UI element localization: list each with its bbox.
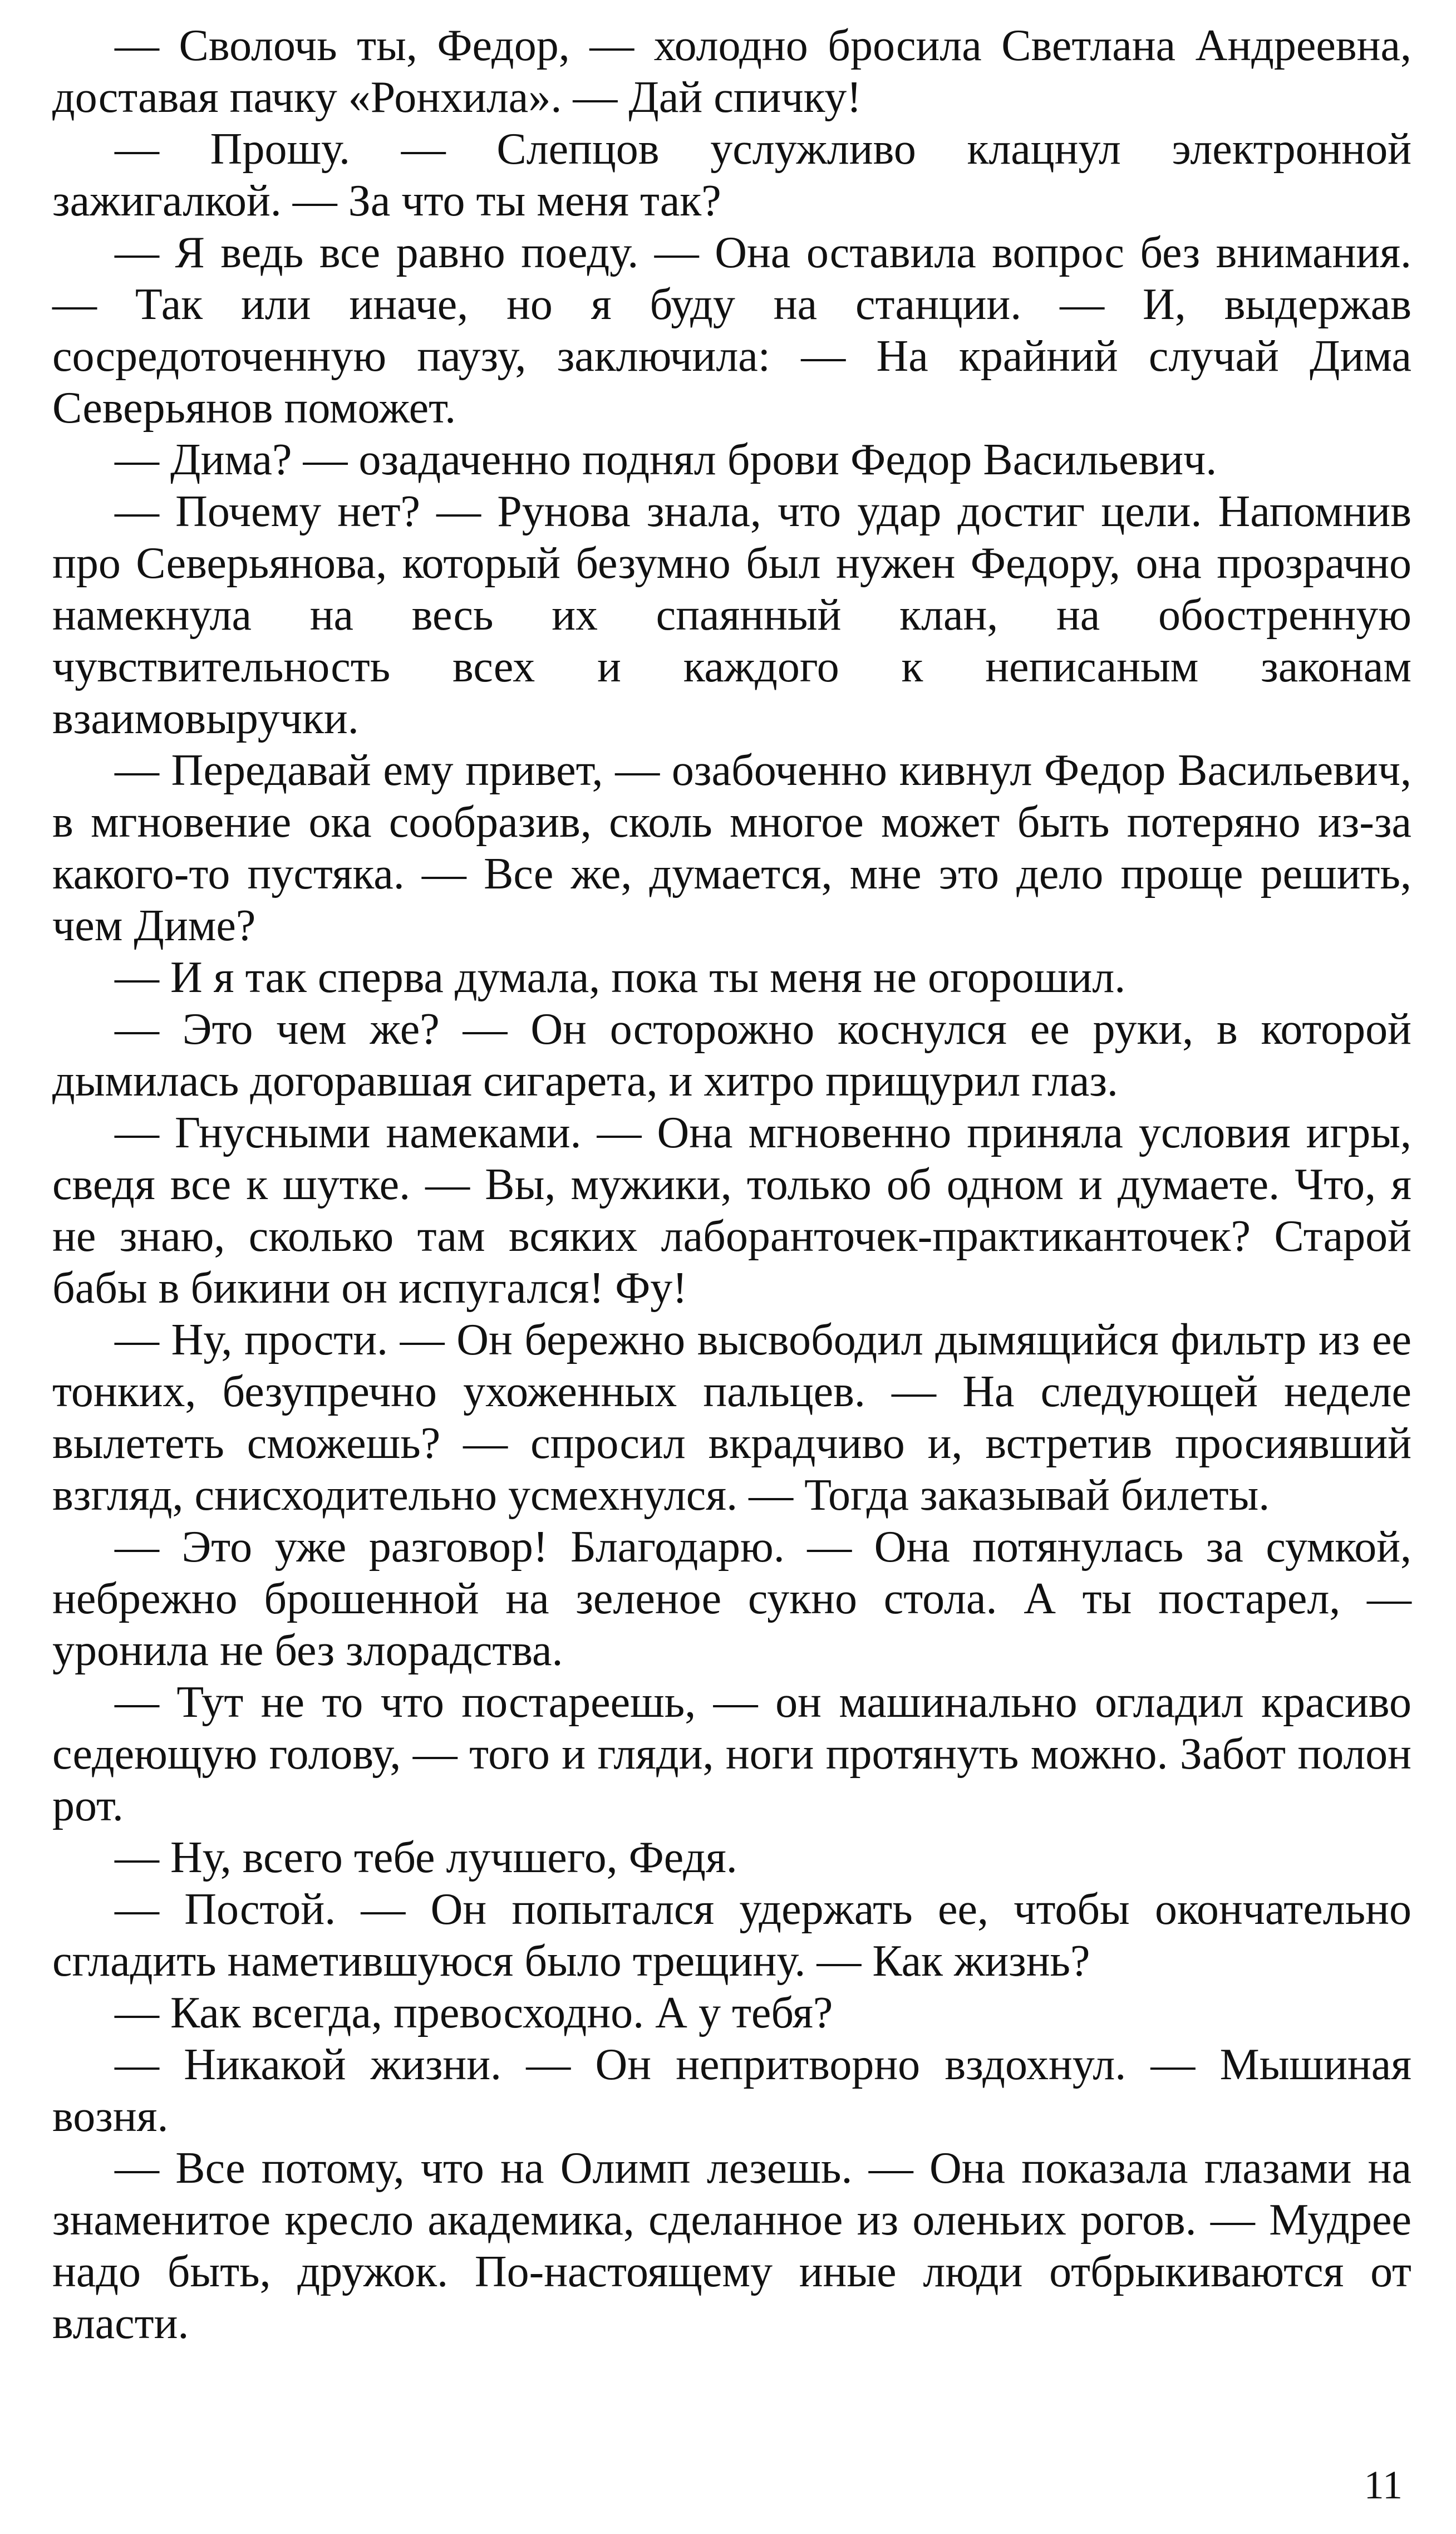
page-number: 11 [1364,2463,1403,2507]
paragraph-16: — Никакой жизни. — Он непритворно вздохнул. — Мышиная возня. [52,2040,1411,2141]
paragraph-11: — Это уже разговор! Благодарю. — Она потянулась за сумкой, небрежно брошенной на зеленое сукно стола. А ты постарел, — уронила не без злорадства. [52,1523,1411,1675]
paragraph-1: — Сволочь ты, Федор, — холодно бросила Светлана Андреевна, доставая пачку «Ронхила». — Дай спичку! [52,21,1411,122]
paragraph-7: — И я так сперва думала, пока ты меня не огорошил. [115,953,1126,1002]
paragraph-8: — Это чем же? — Он осторожно коснулся ее руки, в которой дымилась догоравшая сигарета, и хитро прищурил глаз. [52,1005,1411,1106]
paragraph-17: — Все потому, что на Олимп лезешь. — Она показала глазами на знаменитое кресло академика, сделанное из оленьих рогов. — Мудрее надо быть, дружок. По-настоящему иные люди отбрыкиваются от власти. [52,2144,1411,2348]
book-page-text [52,20,1411,2350]
paragraph-13: — Ну, всего тебе лучшего, Федя. [115,1833,737,1882]
paragraph-2: — Прошу. — Слепцов услужливо клацнул электронной зажигалкой. — За что ты меня так? [52,125,1411,225]
paragraph-14: — Постой. — Он попытался удержать ее, чтобы окончательно сгладить наметившуюся было трещину. — Как жизнь? [52,1885,1411,1986]
paragraph-4: — Дима? — озадаченно поднял брови Федор Васильевич. [115,435,1217,484]
paragraph-15: — Как всегда, превосходно. А у тебя? [115,1988,833,2037]
paragraph-5: — Почему нет? — Рунова знала, что удар достиг цели. Напомнив про Северьянова, который безумно был нужен Федору, она прозрачно намекнула на весь их спаянный клан, на обостренную чувствительность всех и каждого к неписаным законам взаимовыручки. [52,487,1411,743]
paragraph-10: — Ну, прости. — Он бережно высвободил дымящийся фильтр из ее тонких, безупречно ухоженных пальцев. — На следующей неделе вылететь сможешь? — спросил вкрадчиво и, встретив просиявший взгляд, снисходительно усмехнулся. — Тогда заказывай билеты. [52,1315,1411,1520]
paragraph-6: — Передавай ему привет, — озабоченно кивнул Федор Васильевич, в мгновение ока сообразив, сколь многое может быть потеряно из-за какого-то пустяка. — Все же, думается, мне это дело проще решить, чем Диме? [52,746,1411,950]
paragraph-12: — Тут не то что постареешь, — он машинально огладил красиво седеющую голову, — того и гляди, ноги протянуть можно. Забот полон рот. [52,1678,1411,1830]
paragraph-3: — Я ведь все равно поеду. — Она оставила вопрос без внимания. — Так или иначе, но я буду на станции. — И, выдержав сосредоточенную паузу, заключила: — На крайний случай Дима Северьянов поможет. [52,228,1411,433]
paragraph-9: — Гнусными намеками. — Она мгновенно приняла условия игры, сведя все к шутке. — Вы, мужики, только об одном и думаете. Что, я не знаю, сколько там всяких лаборанточек-практиканточек? Старой бабы в бикини он испугался! Фу! [52,1108,1411,1313]
